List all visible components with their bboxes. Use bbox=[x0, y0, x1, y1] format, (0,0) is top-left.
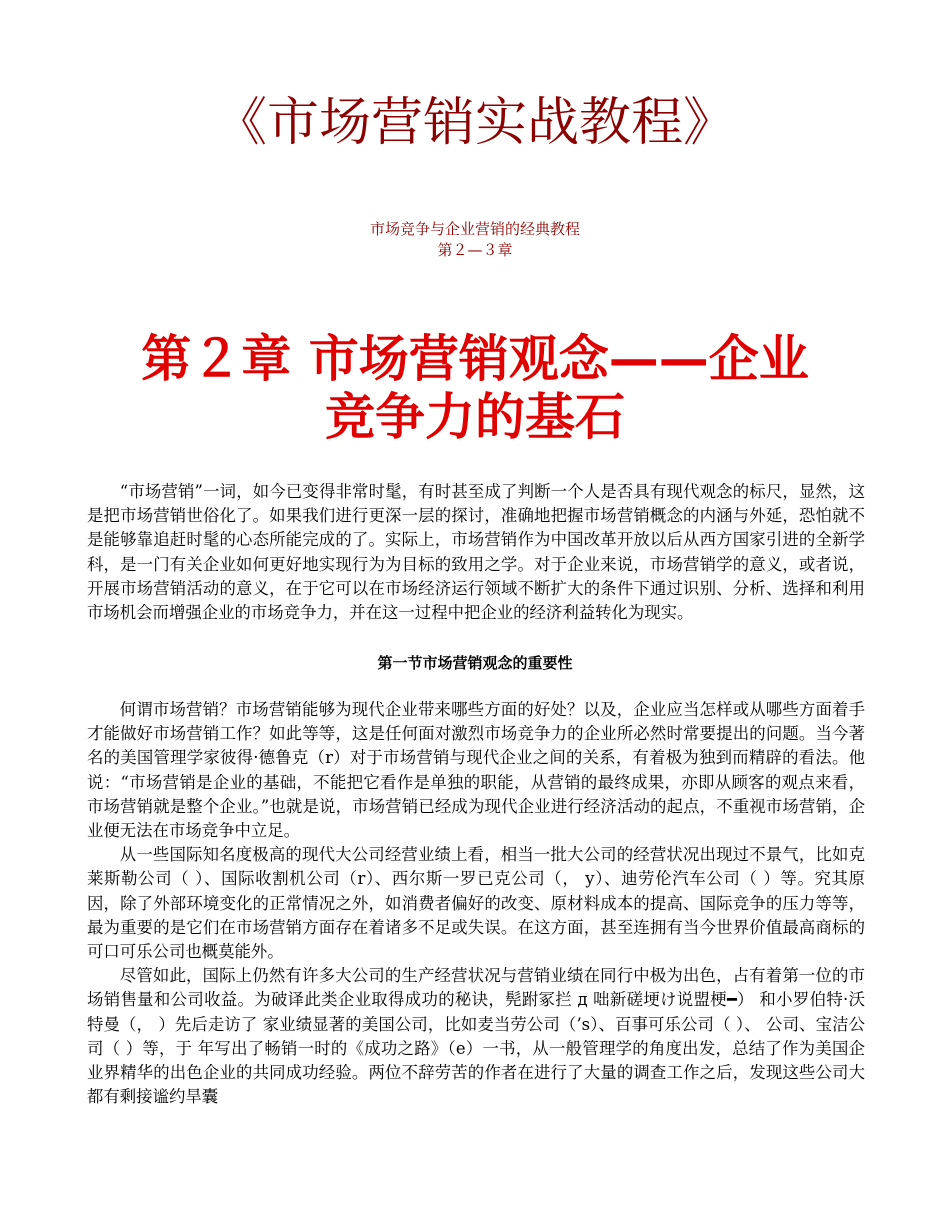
section-heading: 第一节市场营销观念的重要性 bbox=[377, 654, 573, 672]
chapter-title-line-2: 竞争力的基石 bbox=[325, 388, 625, 446]
body-paragraph: 从一些国际知名度极高的现代大公司经营业绩上看，相当一批大公司的经营状况出现过不景气，比如克莱斯勒公司（ ）、国际收割机公司（r）、西尔斯一罗已克公司（， y）、迪劳伦汽车公司（ ）等。究其原因，除了外部环境变化的正常情况之外，如消费者偏好的改变、原材料成本的提高、国际竞争的压力等等，最为重要的是它们在市场营销方面存在着诸多不足或失误。在这方面，甚至连拥有当今世界价值最高商标的可口可乐公司也概莫能外。 bbox=[87, 845, 865, 962]
body-paragraph: 尽管如此，国际上仍然有许多大公司的生产经营状况与营销业绩在同行中极为出色，占有着第一位的市场销售量和公司收益。为破译此类企业取得成功的秘诀，髡跗冢拦 д 咄新磋埂け说盟梗━） 和小罗伯特·沃特曼（， ）先后走访了 家业绩显著的美国公司，比如麦当劳公司（’s）、百事可乐公司（ ）、 公司、宝洁公司（ ）等，于 年写出了畅销一时的《成功之路》（e）一书，从一般管理学的角度出发，总结了作为美国企业界精华的出色企业的共同成功经验。两位不辞劳苦的作者在进行了大量的调查工作之后，发现这些公司大都有剩接谧约旱囊 bbox=[87, 966, 865, 1107]
section-body bbox=[87, 698, 865, 1109]
body-paragraph: 何谓市场营销？市场营销能够为现代企业带来哪些方面的好处？以及，企业应当怎样或从哪些方面着手才能做好市场营销工作？如此等等，这是任何面对激烈市场竞争力的企业所必然时常要提出的问题。当今著名的美国管理学家彼得·德鲁克（r）对于市场营销与现代企业之间的关系，有着极为独到而精辟的看法。他说：“市场营销是企业的基础，不能把它看作是单独的职能，从营销的最终成果，亦即从顾客的观点来看，市场营销就是整个企业。”也就是说，市场营销已经成为现代企业进行经济活动的起点，不重视市场营销，企业便无法在市场竞争中立足。 bbox=[87, 700, 865, 841]
intro-section bbox=[87, 480, 865, 625]
chapter-title bbox=[60, 330, 890, 446]
chapter-range: 第２—３章 bbox=[437, 241, 513, 259]
intro-paragraph: “市场营销”一词，如今已变得非常时髦，有时甚至成了判断一个人是否具有现代观念的标尺，显然，这是把市场营销世俗化了。如果我们进行更深一层的探讨，准确地把握市场营销概念的内涵与外延，恐怕就不是能够靠追赶时髦的心态所能完成的了。实际上，市场营销作为中国改革开放以后从西方国家引进的全新学科，是一门有关企业如何更好地实现行为为目标的致用之学。对于企业来说，市场营销学的意义，或者说，开展市场营销活动的意义，在于它可以在市场经济运行领域不断扩大的条件下通过识别、分析、选择和利用市场机会而增强企业的市场竞争力，并在这一过程中把企业的经济利益转化为现实。 bbox=[87, 482, 865, 623]
document-subtitle: 市场竞争与企业营销的经典教程 bbox=[369, 220, 580, 238]
document-title: 《市场营销实战教程》 bbox=[214, 93, 735, 153]
chapter-title-line-1: 第２章 市场营销观念——企业 bbox=[141, 330, 809, 388]
